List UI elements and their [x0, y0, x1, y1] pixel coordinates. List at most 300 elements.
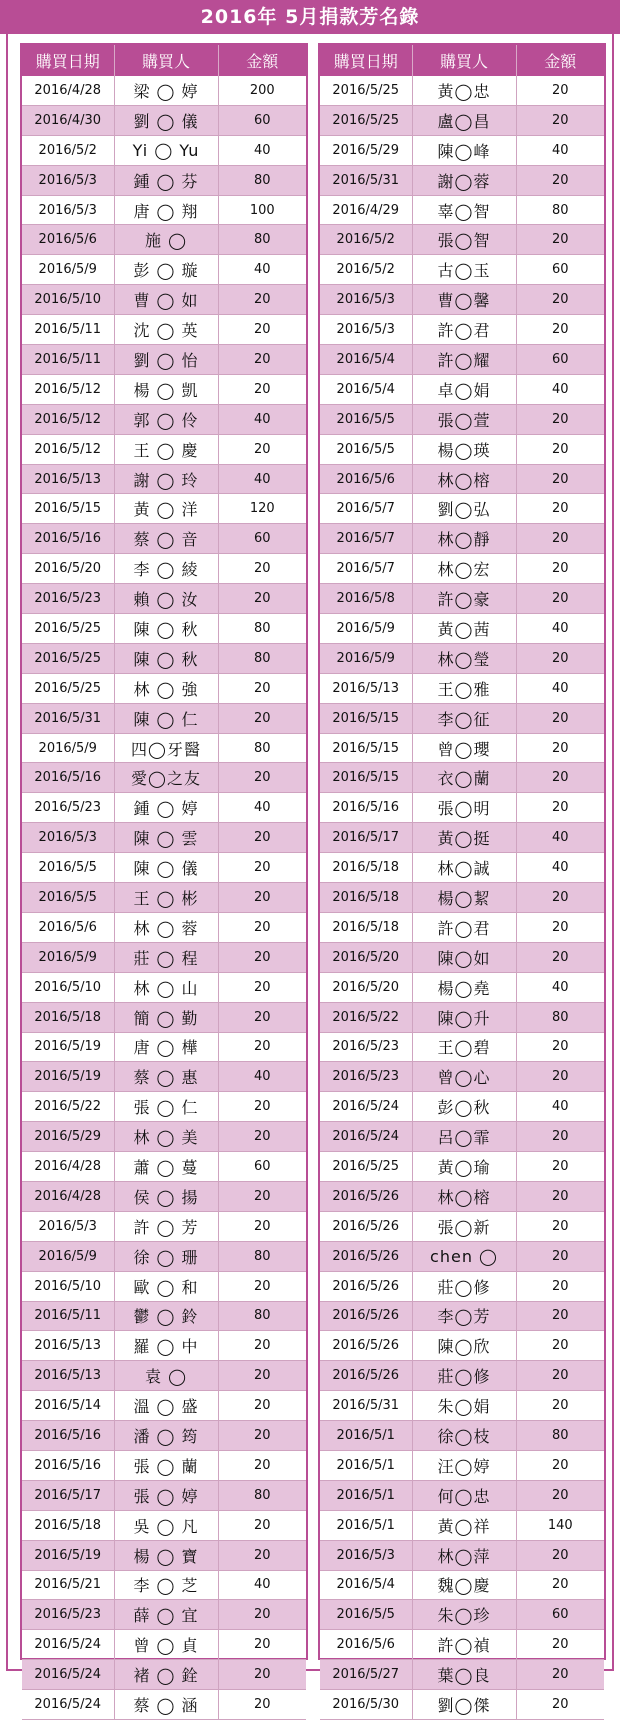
cell-date: 2016/5/30: [320, 1690, 412, 1720]
cell-amount: 20: [516, 1570, 604, 1600]
cell-date: 2016/5/26: [320, 1271, 412, 1301]
cell-buyer: 黃◯忠: [412, 76, 516, 105]
table-row: [320, 1062, 604, 1092]
table-row: [320, 972, 604, 1002]
cell-amount: 80: [218, 733, 306, 763]
cell-buyer: 林 ◯ 蓉: [114, 912, 218, 942]
cell-amount: 20: [516, 584, 604, 614]
table-row: [320, 1331, 604, 1361]
cell-date: 2016/5/6: [320, 464, 412, 494]
cell-date: 2016/5/8: [320, 584, 412, 614]
table-row: [320, 1152, 604, 1182]
cell-buyer: 曾◯心: [412, 1062, 516, 1092]
cell-amount: 20: [516, 1690, 604, 1720]
cell-amount: 20: [218, 1600, 306, 1630]
cell-buyer: 褚 ◯ 銓: [114, 1660, 218, 1690]
cell-amount: 60: [218, 1152, 306, 1182]
cell-amount: 20: [516, 76, 604, 105]
cell-date: 2016/5/1: [320, 1510, 412, 1540]
cell-buyer: 盧◯昌: [412, 105, 516, 135]
cell-date: 2016/5/22: [320, 1002, 412, 1032]
cell-buyer: 曾◯瓔: [412, 733, 516, 763]
cell-buyer: 林 ◯ 強: [114, 673, 218, 703]
table-row: [22, 584, 306, 614]
cell-amount: 20: [516, 1301, 604, 1331]
cell-date: 2016/5/26: [320, 1331, 412, 1361]
table-row: [22, 76, 306, 105]
cell-buyer: 歐 ◯ 和: [114, 1271, 218, 1301]
cell-amount: 20: [218, 1450, 306, 1480]
table-row: [320, 1660, 604, 1690]
table-row: [320, 434, 604, 464]
cell-amount: 120: [218, 494, 306, 524]
cell-buyer: 李◯征: [412, 703, 516, 733]
cell-buyer: 林◯榕: [412, 464, 516, 494]
cell-buyer: 蔡 ◯ 涵: [114, 1690, 218, 1720]
cell-buyer: 古◯玉: [412, 255, 516, 285]
cell-amount: 20: [516, 315, 604, 345]
table-row: [22, 1391, 306, 1421]
table-row: [320, 374, 604, 404]
cell-amount: 80: [218, 225, 306, 255]
table-row: [320, 1480, 604, 1510]
cell-buyer: 林◯誠: [412, 853, 516, 883]
cell-date: 2016/5/29: [22, 1122, 114, 1152]
cell-date: 2016/5/5: [22, 853, 114, 883]
table-row: [22, 374, 306, 404]
cell-amount: 20: [218, 942, 306, 972]
cell-date: 2016/5/14: [22, 1391, 114, 1421]
cell-buyer: 張◯新: [412, 1211, 516, 1241]
table-row: [320, 1510, 604, 1540]
cell-date: 2016/5/16: [22, 524, 114, 554]
cell-amount: 40: [218, 1570, 306, 1600]
cell-buyer: 卓◯娟: [412, 374, 516, 404]
cell-amount: 20: [218, 883, 306, 913]
cell-date: 2016/5/24: [22, 1660, 114, 1690]
table-row: [22, 494, 306, 524]
cell-amount: 60: [516, 255, 604, 285]
cell-date: 2016/5/9: [22, 1241, 114, 1271]
cell-date: 2016/5/20: [320, 942, 412, 972]
cell-date: 2016/5/4: [320, 1570, 412, 1600]
table-row: [320, 763, 604, 793]
cell-date: 2016/5/5: [320, 404, 412, 434]
cell-buyer: 陳◯升: [412, 1002, 516, 1032]
cell-date: 2016/5/15: [22, 494, 114, 524]
cell-date: 2016/5/16: [320, 793, 412, 823]
cell-amount: 20: [218, 1122, 306, 1152]
cell-date: 2016/5/11: [22, 1301, 114, 1331]
cell-buyer: 許◯君: [412, 912, 516, 942]
table-row: [320, 1092, 604, 1122]
cell-date: 2016/5/26: [320, 1241, 412, 1271]
cell-buyer: 朱◯珍: [412, 1600, 516, 1630]
cell-amount: 20: [218, 763, 306, 793]
cell-amount: 20: [218, 374, 306, 404]
table-row: [22, 1690, 306, 1720]
cell-buyer: 彭 ◯ 璇: [114, 255, 218, 285]
cell-buyer: 賴 ◯ 汝: [114, 584, 218, 614]
table-row: [320, 135, 604, 165]
cell-amount: 20: [218, 1032, 306, 1062]
cell-buyer: 李 ◯ 芝: [114, 1570, 218, 1600]
cell-amount: 20: [218, 434, 306, 464]
cell-amount: 20: [516, 404, 604, 434]
table-row: [320, 584, 604, 614]
cell-amount: 20: [516, 165, 604, 195]
table-row: [22, 1630, 306, 1660]
cell-buyer: 鬱 ◯ 鈴: [114, 1301, 218, 1331]
cell-buyer: 梁 ◯ 婷: [114, 76, 218, 105]
cell-amount: 20: [516, 793, 604, 823]
table-row: [22, 673, 306, 703]
cell-date: 2016/5/4: [320, 374, 412, 404]
table-row: [22, 1271, 306, 1301]
cell-amount: 20: [218, 1002, 306, 1032]
cell-amount: 80: [516, 1421, 604, 1451]
table-row: [320, 105, 604, 135]
cell-amount: 20: [218, 584, 306, 614]
cell-amount: 20: [516, 1391, 604, 1421]
table-row: [320, 1630, 604, 1660]
cell-amount: 20: [516, 1152, 604, 1182]
table-row: [320, 165, 604, 195]
cell-date: 2016/5/26: [320, 1361, 412, 1391]
cell-date: 2016/5/5: [320, 1600, 412, 1630]
cell-buyer: 黃 ◯ 洋: [114, 494, 218, 524]
header-amount: 金額: [516, 45, 604, 76]
cell-buyer: 林◯萍: [412, 1540, 516, 1570]
cell-amount: 140: [516, 1510, 604, 1540]
cell-buyer: chen ◯: [412, 1241, 516, 1271]
cell-amount: 20: [516, 285, 604, 315]
table-row: [22, 1540, 306, 1570]
table-row: [320, 793, 604, 823]
table-row: [22, 1361, 306, 1391]
cell-buyer: 陳◯峰: [412, 135, 516, 165]
table-row: [320, 1032, 604, 1062]
cell-date: 2016/5/3: [22, 823, 114, 853]
cell-amount: 200: [218, 76, 306, 105]
cell-buyer: 林◯瑩: [412, 643, 516, 673]
cell-amount: 40: [516, 823, 604, 853]
table-row: [22, 524, 306, 554]
cell-buyer: 郭 ◯ 伶: [114, 404, 218, 434]
cell-date: 2016/5/18: [22, 1002, 114, 1032]
cell-amount: 20: [218, 853, 306, 883]
table-row: [22, 554, 306, 584]
cell-amount: 20: [516, 1181, 604, 1211]
cell-date: 2016/5/10: [22, 285, 114, 315]
table-row: [22, 972, 306, 1002]
table-row: [22, 853, 306, 883]
cell-buyer: 四◯牙醫: [114, 733, 218, 763]
cell-date: 2016/5/17: [320, 823, 412, 853]
table-row: [320, 733, 604, 763]
cell-date: 2016/5/3: [320, 1540, 412, 1570]
table-row: [22, 1152, 306, 1182]
table-row: [22, 643, 306, 673]
cell-buyer: 溫 ◯ 盛: [114, 1391, 218, 1421]
cell-date: 2016/5/29: [320, 135, 412, 165]
cell-buyer: 吳 ◯ 凡: [114, 1510, 218, 1540]
donation-table-left: [22, 45, 306, 1720]
cell-amount: 80: [516, 1002, 604, 1032]
cell-amount: 40: [516, 614, 604, 644]
cell-date: 2016/5/12: [22, 434, 114, 464]
table-row: [320, 1450, 604, 1480]
table-row: [320, 942, 604, 972]
table-row: [22, 1002, 306, 1032]
cell-amount: 20: [218, 345, 306, 375]
cell-amount: 20: [218, 673, 306, 703]
cell-buyer: Yi ◯ Yu: [114, 135, 218, 165]
table-row: [320, 285, 604, 315]
cell-amount: 20: [516, 1480, 604, 1510]
table-body-left: [22, 76, 306, 1719]
cell-buyer: 唐 ◯ 翔: [114, 195, 218, 225]
cell-buyer: 葉◯良: [412, 1660, 516, 1690]
cell-buyer: 鍾 ◯ 芬: [114, 165, 218, 195]
cell-amount: 20: [218, 1181, 306, 1211]
cell-date: 2016/4/28: [22, 1181, 114, 1211]
cell-buyer: 張 ◯ 仁: [114, 1092, 218, 1122]
cell-amount: 20: [516, 494, 604, 524]
table-row: [320, 1301, 604, 1331]
table-row: [320, 1241, 604, 1271]
cell-buyer: 張 ◯ 蘭: [114, 1450, 218, 1480]
cell-date: 2016/5/31: [320, 1391, 412, 1421]
table-row: [22, 225, 306, 255]
cell-buyer: 陳 ◯ 雲: [114, 823, 218, 853]
cell-buyer: 黃◯挺: [412, 823, 516, 853]
table-row: [320, 195, 604, 225]
cell-buyer: 何◯忠: [412, 1480, 516, 1510]
cell-date: 2016/5/9: [22, 942, 114, 972]
cell-amount: 60: [218, 105, 306, 135]
table-row: [22, 105, 306, 135]
table-row: [22, 1510, 306, 1540]
cell-buyer: 曹 ◯ 如: [114, 285, 218, 315]
table-row: [22, 763, 306, 793]
table-row: [22, 733, 306, 763]
table-row: [22, 285, 306, 315]
cell-amount: 20: [516, 1450, 604, 1480]
cell-amount: 80: [218, 165, 306, 195]
cell-date: 2016/5/12: [22, 404, 114, 434]
cell-date: 2016/4/28: [22, 1152, 114, 1182]
cell-date: 2016/5/15: [320, 763, 412, 793]
cell-buyer: 楊◯瑛: [412, 434, 516, 464]
cell-date: 2016/5/15: [320, 703, 412, 733]
cell-date: 2016/5/18: [22, 1510, 114, 1540]
cell-date: 2016/5/11: [22, 345, 114, 375]
table-row: [22, 1181, 306, 1211]
cell-buyer: 陳◯如: [412, 942, 516, 972]
cell-buyer: 彭◯秋: [412, 1092, 516, 1122]
cell-amount: 20: [516, 1540, 604, 1570]
table-row: [320, 1122, 604, 1152]
cell-date: 2016/5/23: [320, 1062, 412, 1092]
cell-amount: 40: [516, 135, 604, 165]
cell-date: 2016/5/9: [320, 643, 412, 673]
cell-amount: 20: [218, 1421, 306, 1451]
table-row: [22, 195, 306, 225]
table-row: [22, 1421, 306, 1451]
cell-date: 2016/5/25: [320, 76, 412, 105]
cell-buyer: 許◯君: [412, 315, 516, 345]
table-row: [320, 673, 604, 703]
cell-amount: 20: [516, 1062, 604, 1092]
cell-buyer: 林◯靜: [412, 524, 516, 554]
table-row: [320, 554, 604, 584]
table-row: [22, 1331, 306, 1361]
cell-amount: 20: [218, 1630, 306, 1660]
table-row: [22, 703, 306, 733]
cell-amount: 20: [516, 1660, 604, 1690]
cell-date: 2016/5/31: [320, 165, 412, 195]
cell-date: 2016/5/24: [22, 1690, 114, 1720]
cell-amount: 80: [218, 1301, 306, 1331]
cell-date: 2016/5/7: [320, 524, 412, 554]
cell-date: 2016/5/13: [22, 464, 114, 494]
cell-date: 2016/5/21: [22, 1570, 114, 1600]
table-row: [22, 1450, 306, 1480]
cell-amount: 20: [516, 1630, 604, 1660]
cell-amount: 20: [516, 912, 604, 942]
cell-date: 2016/5/9: [22, 733, 114, 763]
table-body-right: [320, 76, 604, 1719]
cell-buyer: 許 ◯ 芳: [114, 1211, 218, 1241]
cell-amount: 40: [516, 673, 604, 703]
cell-date: 2016/5/26: [320, 1301, 412, 1331]
cell-buyer: 楊◯絜: [412, 883, 516, 913]
cell-amount: 100: [218, 195, 306, 225]
table-row: [22, 345, 306, 375]
table-row: [320, 1391, 604, 1421]
cell-amount: 20: [516, 1271, 604, 1301]
table-row: [320, 345, 604, 375]
cell-date: 2016/5/23: [320, 1032, 412, 1062]
cell-amount: 20: [516, 643, 604, 673]
table-row: [22, 464, 306, 494]
cell-date: 2016/5/18: [320, 912, 412, 942]
cell-buyer: 曾 ◯ 貞: [114, 1630, 218, 1660]
cell-amount: 60: [516, 345, 604, 375]
cell-amount: 40: [516, 1092, 604, 1122]
table-row: [320, 703, 604, 733]
header-row: [22, 45, 306, 76]
cell-date: 2016/5/31: [22, 703, 114, 733]
cell-date: 2016/5/17: [22, 1480, 114, 1510]
cell-amount: 40: [218, 135, 306, 165]
cell-amount: 60: [218, 524, 306, 554]
header-row: [320, 45, 604, 76]
cell-amount: 20: [516, 1361, 604, 1391]
table-row: [320, 1181, 604, 1211]
cell-buyer: 莊 ◯ 程: [114, 942, 218, 972]
cell-buyer: 王 ◯ 彬: [114, 883, 218, 913]
cell-date: 2016/5/24: [320, 1122, 412, 1152]
table-row: [320, 643, 604, 673]
table-row: [320, 225, 604, 255]
cell-date: 2016/5/4: [320, 345, 412, 375]
cell-date: 2016/5/20: [320, 972, 412, 1002]
cell-date: 2016/5/13: [22, 1361, 114, 1391]
cell-date: 2016/5/26: [320, 1181, 412, 1211]
table-row: [320, 853, 604, 883]
cell-date: 2016/5/1: [320, 1480, 412, 1510]
cell-buyer: 魏◯慶: [412, 1570, 516, 1600]
cell-buyer: 楊 ◯ 寶: [114, 1540, 218, 1570]
cell-date: 2016/5/24: [320, 1092, 412, 1122]
cell-buyer: 侯 ◯ 揚: [114, 1181, 218, 1211]
header-date: 購買日期: [320, 45, 412, 76]
table-row: [320, 912, 604, 942]
cell-amount: 80: [218, 1480, 306, 1510]
cell-amount: 20: [516, 703, 604, 733]
cell-date: 2016/5/16: [22, 1450, 114, 1480]
right-panel: [318, 43, 606, 1716]
cell-date: 2016/5/6: [320, 1630, 412, 1660]
table-row: [22, 165, 306, 195]
cell-date: 2016/5/2: [320, 255, 412, 285]
cell-date: 2016/5/18: [320, 883, 412, 913]
table-row: [22, 135, 306, 165]
cell-buyer: 劉◯弘: [412, 494, 516, 524]
cell-amount: 40: [218, 793, 306, 823]
table-row: [320, 76, 604, 105]
cell-date: 2016/5/1: [320, 1421, 412, 1451]
cell-amount: 20: [516, 1122, 604, 1152]
cell-amount: 40: [218, 464, 306, 494]
table-row: [22, 1480, 306, 1510]
table-row: [320, 255, 604, 285]
table-row: [22, 255, 306, 285]
table-row: [320, 494, 604, 524]
cell-buyer: 黃◯祥: [412, 1510, 516, 1540]
cell-buyer: 鍾 ◯ 婷: [114, 793, 218, 823]
cell-buyer: 陳 ◯ 儀: [114, 853, 218, 883]
cell-buyer: 莊◯修: [412, 1361, 516, 1391]
cell-date: 2016/5/6: [22, 912, 114, 942]
cell-amount: 20: [516, 1032, 604, 1062]
cell-buyer: 張◯明: [412, 793, 516, 823]
cell-date: 2016/4/28: [22, 76, 114, 105]
cell-buyer: 楊 ◯ 凱: [114, 374, 218, 404]
cell-buyer: 林◯榕: [412, 1181, 516, 1211]
cell-date: 2016/5/5: [320, 434, 412, 464]
cell-amount: 20: [516, 464, 604, 494]
cell-date: 2016/5/9: [22, 255, 114, 285]
cell-buyer: 蔡 ◯ 音: [114, 524, 218, 554]
cell-buyer: 薛 ◯ 宜: [114, 1600, 218, 1630]
table-row: [320, 1690, 604, 1720]
table-row: [320, 1361, 604, 1391]
cell-amount: 40: [218, 255, 306, 285]
table-row: [22, 1301, 306, 1331]
cell-buyer: 陳 ◯ 秋: [114, 643, 218, 673]
table-row: [22, 942, 306, 972]
table-row: [22, 614, 306, 644]
cell-buyer: 莊◯修: [412, 1271, 516, 1301]
cell-amount: 20: [218, 1211, 306, 1241]
cell-date: 2016/4/30: [22, 105, 114, 135]
cell-date: 2016/5/22: [22, 1092, 114, 1122]
cell-buyer: 曹◯馨: [412, 285, 516, 315]
cell-amount: 20: [218, 912, 306, 942]
